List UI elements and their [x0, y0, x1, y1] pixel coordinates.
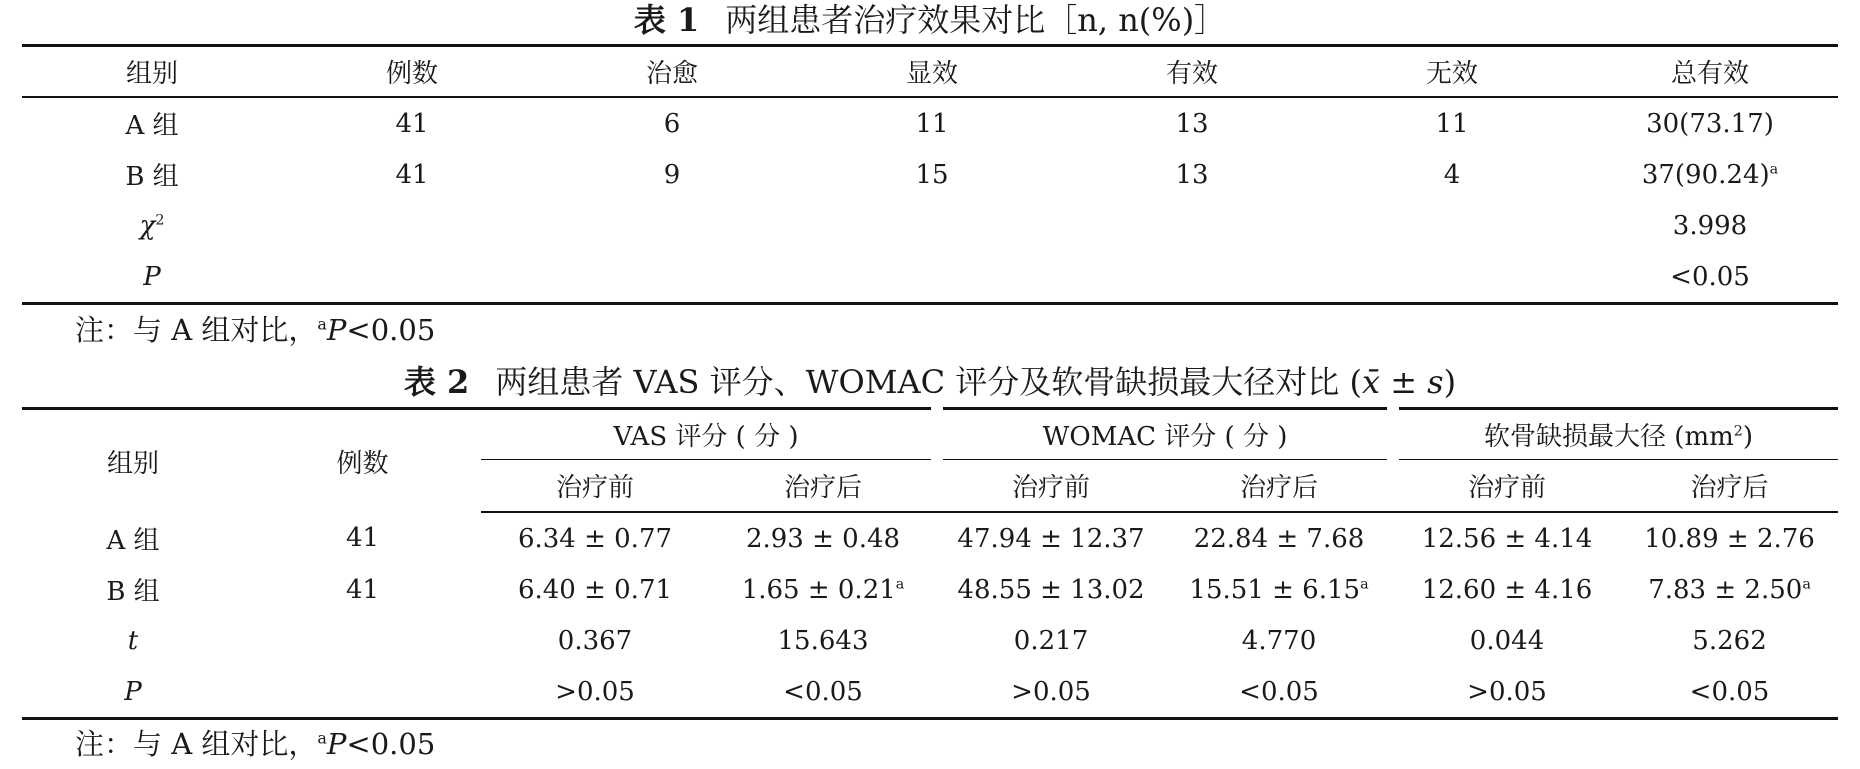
t-value: 15.643 — [777, 625, 869, 656]
table2-caption-sd: s — [1427, 363, 1444, 401]
table2-cell: B 组 — [106, 577, 160, 607]
table2-cell: 41 — [345, 523, 380, 553]
table2-subheader-cell: 治疗后 — [1621, 460, 1838, 513]
table2-caption-close: ) — [1443, 363, 1457, 401]
significance-marker: a — [1769, 160, 1779, 177]
table-row — [22, 251, 1838, 304]
table2-cell: 15.51 ± 6.15$^a$ — [1189, 574, 1369, 605]
t-value: 5.262 — [1692, 625, 1767, 656]
table2-cell: 6.40 ± 0.71 — [517, 574, 673, 605]
table1-caption-text: 两组患者治疗效果对比［n, n(%)］ — [725, 1, 1227, 39]
chi-square-exponent: 2 — [155, 211, 165, 228]
p-value: >0.05 — [1011, 676, 1091, 707]
table1-caption-number: 表 1 — [633, 1, 700, 39]
table2-caption-mean: x̄ — [1361, 363, 1381, 401]
table2-cell: 12.60 ± 4.16 — [1421, 574, 1593, 605]
table1-cell: 9 — [663, 159, 681, 190]
table2-header-group: 组别 — [106, 448, 159, 479]
table2-header-cartilage: 软骨缺损最大径 $(mm^2)$ — [1393, 409, 1838, 460]
table2-caption — [0, 362, 1860, 402]
table1-cell: 15 — [915, 159, 949, 190]
table1 — [22, 44, 1838, 305]
p-label: P — [143, 261, 161, 292]
significance-marker: a — [1802, 575, 1811, 592]
table2-note-prefix: 注：与 A 组对比， — [75, 727, 318, 761]
chi-square-value: 3.998 — [1672, 210, 1748, 241]
table1-note — [75, 312, 435, 348]
table1-cell: 13 — [1175, 108, 1209, 139]
p-value: >0.05 — [1467, 676, 1547, 707]
table2-header-vas: VAS 评分 ( 分 ) — [481, 409, 937, 460]
table1-cell: A 组 — [125, 111, 179, 141]
table2-cell: 7.83 ± 2.50$^a$ — [1648, 574, 1811, 605]
table2-caption-text: 两组患者 VAS 评分、WOMAC 评分及软骨缺损最大径对比 ( — [495, 363, 1362, 401]
table1-cell: 13 — [1175, 159, 1209, 190]
table2-cell: 10.89 ± 2.76 — [1644, 523, 1815, 554]
table2-subheader-cell: 治疗前 — [937, 460, 1165, 513]
p-value: <0.05 — [1689, 676, 1770, 707]
table1-note-p: P — [326, 313, 347, 347]
table-row — [22, 666, 1838, 719]
significance-marker: a — [1360, 575, 1369, 592]
table2-cell: 41 — [345, 574, 380, 605]
table-row — [22, 97, 1838, 149]
table2-subheader-cell: 治疗后 — [1165, 460, 1393, 513]
table1-cell: 11 — [915, 108, 949, 139]
table2-header-row — [22, 409, 1838, 460]
t-label: t — [127, 625, 139, 656]
table1-cell: 41 — [395, 159, 429, 190]
table2-note-marker: a — [317, 728, 327, 748]
table1-header-cell: 显效 — [802, 46, 1062, 98]
table2-cell: 12.56 ± 4.14 — [1421, 523, 1593, 554]
table2-cell: A 组 — [106, 525, 160, 556]
table-row — [22, 200, 1838, 251]
chi-square-label: $\chi^2$ — [139, 210, 165, 241]
table2-note-p: P — [326, 727, 347, 761]
table1-cell: 41 — [395, 108, 429, 139]
table2-subheader-cell: 治疗后 — [709, 460, 937, 513]
table1-header-cell: 组别 — [22, 46, 282, 98]
significance-marker: a — [895, 575, 905, 592]
table2-cell: 47.94 ± 12.37 — [957, 523, 1145, 554]
table2-caption-number: 表 2 — [403, 363, 470, 401]
t-value: 4.770 — [1241, 625, 1317, 656]
p-value: >0.05 — [555, 676, 635, 707]
table1-header-cell: 总有效 — [1582, 46, 1838, 98]
table2-cell: 48.55 ± 13.02 — [957, 574, 1145, 605]
t-value: 0.217 — [1013, 625, 1089, 656]
table2-subheader-cell: 治疗前 — [481, 460, 709, 513]
table2-cell: 6.34 ± 0.77 — [517, 523, 673, 554]
table1-caption — [0, 0, 1860, 40]
table2-cell: 2.93 ± 0.48 — [745, 523, 901, 554]
table1-cell-value: 37(90.24) — [1641, 159, 1770, 190]
p-value: <0.05 — [1239, 676, 1319, 707]
table1-cell: 11 — [1435, 108, 1469, 139]
table1-header-row — [22, 46, 1838, 98]
table1-cell — [1582, 149, 1838, 200]
t-value: 0.044 — [1469, 625, 1545, 656]
table1-note-prefix: 注：与 A 组对比， — [75, 313, 318, 347]
table1-header-cell: 治愈 — [542, 46, 802, 98]
table1-cell: B 组 — [125, 162, 179, 192]
unit-exponent: 2 — [1733, 423, 1743, 440]
table1-cell: 6 — [663, 108, 681, 139]
t-value: 0.367 — [557, 625, 633, 656]
p-value: <0.05 — [783, 676, 863, 707]
table1-cell: 30(73.17) — [1646, 108, 1774, 139]
table-row — [22, 564, 1838, 615]
table1-note-marker: a — [317, 314, 327, 334]
table2-note-suffix: <0.05 — [346, 727, 436, 761]
table2-subheader-cell: 治疗前 — [1393, 460, 1621, 513]
table1-cell: 4 — [1443, 159, 1461, 190]
table1-note-suffix: <0.05 — [346, 313, 436, 347]
table1-header-cell: 例数 — [282, 46, 542, 98]
table-row — [22, 615, 1838, 666]
table2-caption-pm: ± — [1380, 363, 1428, 401]
table1-header-cell: 有效 — [1062, 46, 1322, 98]
table1-header-cell: 无效 — [1322, 46, 1582, 98]
table2-cell: 22.84 ± 7.68 — [1193, 523, 1365, 554]
table2-note — [75, 726, 435, 762]
p-label: P — [124, 676, 142, 707]
table2 — [22, 407, 1838, 720]
table2-header-n: 例数 — [336, 448, 389, 479]
table-row — [22, 149, 1838, 200]
table2-header-womac: WOMAC 评分 ( 分 ) — [937, 409, 1393, 460]
table2-cell: 1.65 ± 0.21$^a$ — [741, 574, 905, 605]
p-value: <0.05 — [1670, 261, 1750, 292]
table-row — [22, 512, 1838, 564]
